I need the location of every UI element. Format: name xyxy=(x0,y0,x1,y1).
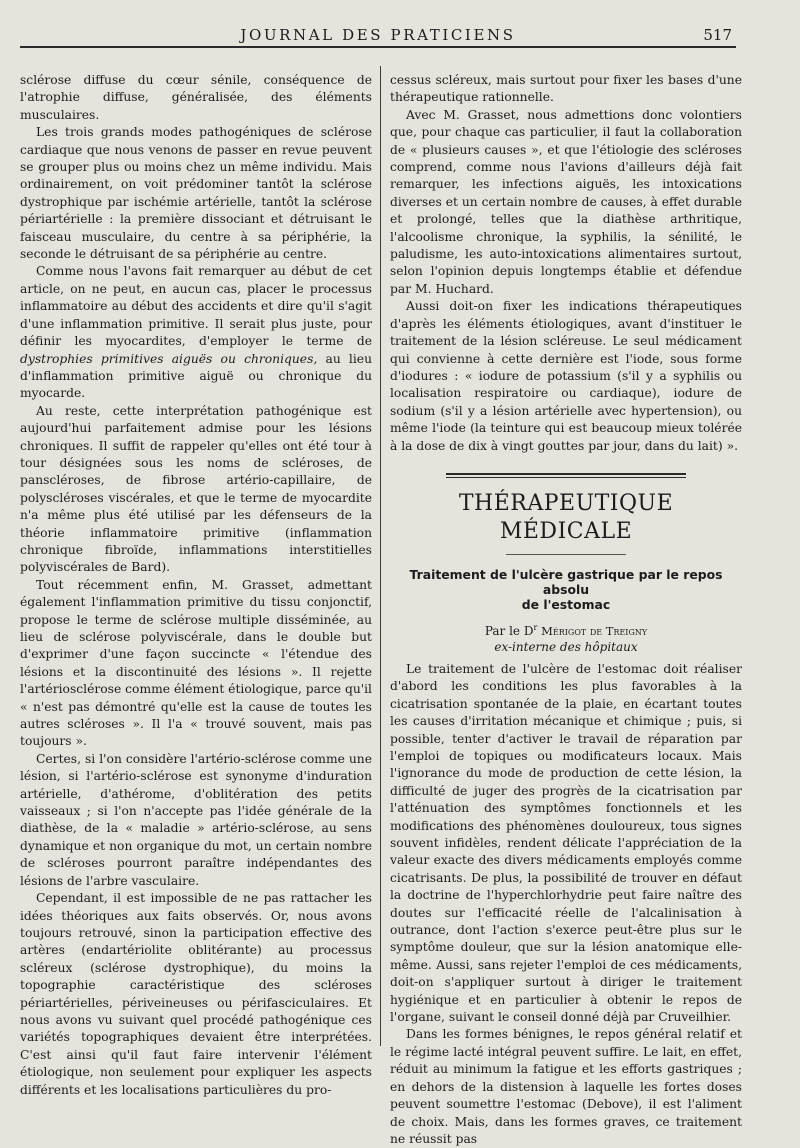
paragraph xyxy=(20,263,372,402)
author-role: ex-interne des hôpitaux xyxy=(494,639,638,654)
title-separator xyxy=(506,554,626,555)
byline-sup: r xyxy=(533,622,538,632)
journal-title: JOURNAL DES PRATICIENS xyxy=(240,26,516,44)
running-header xyxy=(20,24,736,48)
author-name: Mérigot de Treigny xyxy=(541,623,648,638)
paragraph: Dans les formes bénignes, le repos général relatif et le régime lacté intégral peuvent suffire. Le lait, en effet, réduit au minimum la fatigue et les efforts gastriques ; en dehors de la distension à laquelle les fortes doses peuvent soumettre l'estomac (Debove), il est l'aliment de choix. Mais, dans les formes graves, ce traitement ne réussit pas xyxy=(390,1027,742,1146)
paragraph: cessus scléreux, mais surtout pour fixer les bases d'une thérapeutique rationnelle. xyxy=(390,73,742,105)
author-byline xyxy=(390,620,742,639)
article-title-line: Traitement de l'ulcère gastrique par le repos absolu xyxy=(409,566,723,597)
paragraph: sclérose diffuse du cœur sénile, conséquence de l'atrophie diffuse, généralisée, des éléments musculaires. xyxy=(20,73,372,122)
paragraph-text: Comme nous l'avons fait remarquer au début de cet article, on ne peut, en aucun cas, placer le processus inflammatoire au début des accidents et dire qu'il s'agit d'une inflammation primitive. Il serait plus juste, pour définir les myocardites, d'employer le terme de xyxy=(20,264,372,349)
right-column xyxy=(390,72,742,1148)
paragraph: Aussi doit-on fixer les indications thérapeutiques d'après les éléments étiologiques, avant d'instituer le traitement de la lésion scléreuse. Le seul médicament qui convienne à cette dernière est l'iode, sous forme d'iodures : « iodure de potassium (s'il y a syphilis ou localisation respiratoire ou cardiaque), iodure de sodium (s'il y a lésion artérielle avec hypertension), ou même l'iode (la teinture qui est beaucoup mieux tolérée à la dose de dix à vingt gouttes par jour, dans du lait) ». xyxy=(390,299,742,453)
paragraph: Le traitement de l'ulcère de l'estomac doit réaliser d'abord les conditions les plus favorables à la cicatrisation spontanée de la plaie, en écartant toutes les causes d'irritation mécanique et chimique ; puis, si possible, tenter d'activer le travail de réparation par l'emploi de topiques ou modificateurs locaux. Mais l'ignorance du mode de production de cette lésion, la difficulté de juger des progrès de la cicatrisation par l'atténuation des symptômes fonctionnels et les modifications des phénomènes douloureux, tous signes souvent infidèles, rendent délicate l'appréciation de la valeur exacte des divers médicaments employés comme cicatrisants. De plus, la possibilité de trouver en défaut la doctrine de l'hyperchlorhydrie peut faire naître des doutes sur l'efficacité réelle de l'alcalinisation à outrance, dont l'action s'exerce peut-être plus sur le symptôme douleur, que sur la lésion anatomique elle-même. Aussi, sans rejeter l'emploi de ces médicaments, doit-on s'appliquer surtout à diriger le traitement hygiénique et en particulier à obtenir le repos de l'organe, suivant le conseil donné déjà par Cruveilhier. xyxy=(390,661,742,1025)
paragraph: Certes, si l'on considère l'artério-sclérose comme une lésion, si l'artério-sclérose est synonyme d'induration artérielle, d'athérome, d'oblitération des petits vaisseaux ; si l'on n'accepte pas l'idée générale de la diathèse, de la « maladie » artério-sclérose, au sens dynamique et non organique du mot, un certain nombre de scléroses pourront paraître indépendantes des lésions de l'arbre vasculaire. xyxy=(20,751,372,888)
paragraph-text: au lieu d'inflammation primitive aiguë ou chronique du myocarde. xyxy=(20,351,372,401)
byline-prefix: Par le D xyxy=(484,623,534,638)
paragraph: Avec M. Grasset, nous admettions donc volontiers que, pour chaque cas particulier, il faut la collaboration de « plusieurs causes », et que l'étiologie des scléroses comprend, comme nous l'avions d'ailleurs déjà fait remarquer, les infections aiguës, les intoxications diverses et un certain nombre de causes, à effet durable et prolongé, telles que la diathèse arthritique, l'alcoolisme chronique, la syphilis, la sénilité, le paludisme, les auto-intoxications alimentaires surtout, selon l'opinion depuis longtemps établie et défendue par M. Huchard. xyxy=(390,107,742,296)
page-number: 517 xyxy=(703,26,732,44)
section-title: THÉRAPEUTIQUE MÉDICALE xyxy=(458,490,674,544)
paragraph: Les trois grands modes pathogéniques de sclérose cardiaque que nous venons de passer en revue peuvent se grouper plus ou moins chez un même individu. Mais ordinairement, on voit prédominer tantôt la sclérose dystrophique par ischémie artérielle, tantôt la sclérose périartérielle : la première dissociant et détruisant le faisceau musculaire, du centre à sa périphérie, la seconde le détruisant de sa périphérie au centre. xyxy=(20,125,372,262)
paragraph: Cependant, il est impossible de ne pas rattacher les idées théoriques aux faits observés. Or, nous avons toujours retrouvé, sinon la participation effective des artères (endartériolite oblitérante) au processus scléreux (sclérose dystrophique), du moins la topographie caractéristique des scléroses périartérielles, périveineuses ou périfasciculaires. Et nous avons vu suivant quel procédé pathogénique ces variétés topographiques devaient être interprétées. C'est ainsi qu'il faut faire intervenir l'élément étiologique, non seulement pour expliquer les aspects différents et les localisations particulières du pro- xyxy=(20,891,372,1097)
paragraph: Au reste, cette interprétation pathogénique est aujourd'hui parfaitement admise pour les lésions chroniques. Il suffit de rappeler qu'elles ont été tour à tour désignées sous les noms de scléroses, de panscléroses, de fibrose artério-capillaire, de polyscléroses viscérales, et que le terme de myocardite n'a même plus été utilisé par les défenseurs de la théorie inflammatoire primitive (inflammation chronique fibroïde, inflammations interstitielles polyviscérales de Bard). xyxy=(20,403,372,575)
italic-term: dystrophies primitives aiguës ou chroniques, xyxy=(20,351,318,366)
paragraph: Tout récemment enfin, M. Grasset, admettant également l'inflammation primitive du tissu conjonctif, propose le terme de sclérose multiple disséminée, au lieu de sclérose polyviscérale, dans le double but d'exprimer d'une façon succincte « l'étendue des lésions et la discontinuité des lésions ». Il rejette l'artériosclérose comme élément étiologique, parce qu'il « n'est pas démontré qu'elle est la cause de toutes les autres scléroses ». Il l'a « trouvé souvent, mais pas toujours ». xyxy=(20,577,372,749)
article-title xyxy=(390,567,742,612)
section-separator xyxy=(446,473,686,478)
left-column xyxy=(20,72,372,1099)
column-divider xyxy=(380,66,381,1046)
article-title-line: de l'estomac xyxy=(521,596,611,612)
